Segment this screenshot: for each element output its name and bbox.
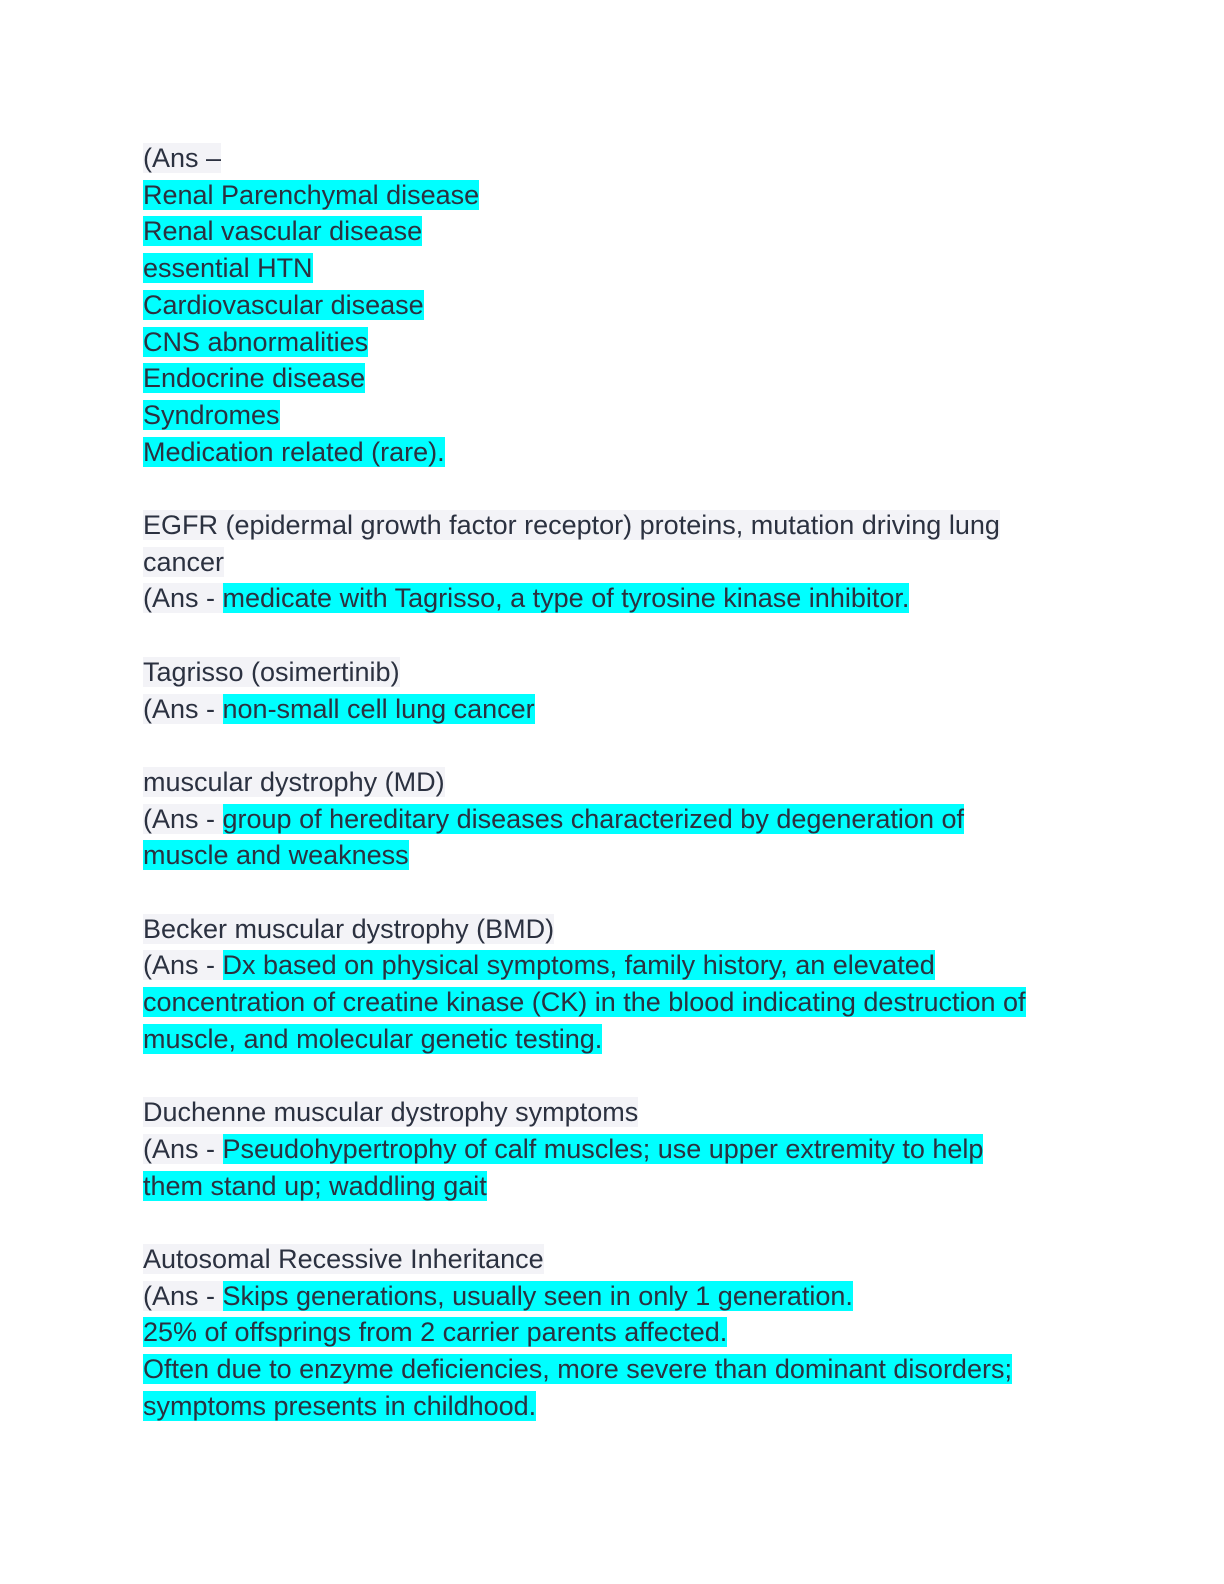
answer-line	[143, 837, 1083, 874]
answer-text: group of hereditary diseases characterized by degeneration of	[222, 803, 964, 834]
answer-line	[143, 947, 1083, 984]
question-text: EGFR (epidermal growth factor receptor) proteins, mutation driving lung	[143, 510, 1000, 541]
answer-text: Dx based on physical symptoms, family history, an elevated	[222, 950, 935, 981]
answer-prefix: (Ans -	[143, 1133, 223, 1164]
answer-line	[143, 250, 1083, 287]
question-line	[143, 654, 1083, 691]
qa-block	[143, 911, 1083, 1058]
answer-text: symptoms presents in childhood.	[143, 1390, 537, 1421]
answer-prefix: (Ans –	[143, 143, 222, 173]
answer-text: CNS abnormalities	[143, 326, 369, 357]
answer-prefix: (Ans -	[143, 693, 223, 724]
block-spacer	[143, 470, 1083, 507]
qa-block	[143, 1241, 1083, 1425]
answer-line	[143, 360, 1083, 397]
answer-line	[143, 984, 1083, 1021]
answer-line	[143, 1131, 1083, 1168]
question-text: Autosomal Recessive Inheritance	[143, 1244, 544, 1274]
answer-text: muscle and weakness	[143, 840, 409, 871]
answer-text: Pseudohypertrophy of calf muscles; use upper extremity to help	[222, 1133, 984, 1164]
question-line	[143, 507, 1083, 544]
question-line	[143, 911, 1083, 948]
question-line	[143, 1241, 1083, 1278]
answer-line	[143, 1388, 1083, 1425]
answer-prefix: (Ans -	[143, 950, 223, 981]
question-line	[143, 1094, 1083, 1131]
question-line	[143, 764, 1083, 801]
answer-text: medicate with Tagrisso, a type of tyrosine kinase inhibitor.	[222, 583, 910, 614]
answer-line	[143, 434, 1083, 471]
answer-line	[143, 580, 1083, 617]
answer-text: Endocrine disease	[143, 363, 366, 394]
answer-line	[143, 1314, 1083, 1351]
answer-text: them stand up; waddling gait	[143, 1170, 487, 1201]
answer-prefix: (Ans -	[143, 1280, 223, 1311]
answer-text: muscle, and molecular genetic testing.	[143, 1023, 603, 1054]
answer-text: concentration of creatine kinase (CK) in the blood indicating destruction of	[143, 987, 1026, 1018]
answer-line	[143, 324, 1083, 361]
answer-prefix-line	[143, 140, 1083, 177]
question-text: muscular dystrophy (MD)	[143, 766, 445, 797]
answer-line	[143, 213, 1083, 250]
answer-line	[143, 287, 1083, 324]
block-spacer	[143, 874, 1083, 911]
answer-line	[143, 1168, 1083, 1205]
question-text: Duchenne muscular dystrophy symptoms	[143, 1097, 639, 1128]
qa-block	[143, 507, 1083, 617]
answer-text: Syndromes	[143, 399, 280, 430]
answer-line	[143, 1278, 1083, 1315]
answer-text: 25% of offsprings from 2 carrier parents affected.	[143, 1317, 728, 1348]
answer-line	[143, 397, 1083, 434]
answer-line	[143, 691, 1083, 728]
answer-text: Medication related (rare).	[143, 436, 445, 467]
block-spacer	[143, 1058, 1083, 1095]
answer-line	[143, 1351, 1083, 1388]
block-spacer	[143, 617, 1083, 654]
answer-line	[143, 1021, 1083, 1058]
answer-prefix: (Ans -	[143, 803, 223, 834]
answer-line	[143, 177, 1083, 214]
answer-text: Renal Parenchymal disease	[143, 179, 480, 210]
question-text: Becker muscular dystrophy (BMD)	[143, 913, 555, 944]
answer-text: Often due to enzyme deficiencies, more severe than dominant disorders;	[143, 1354, 1012, 1385]
answer-text: Skips generations, usually seen in only 1 generation.	[222, 1280, 853, 1311]
block-spacer	[143, 1204, 1083, 1241]
qa-block	[143, 1094, 1083, 1204]
answer-text: Renal vascular disease	[143, 216, 423, 247]
question-text: Tagrisso (osimertinib)	[143, 656, 400, 687]
answer-prefix: (Ans -	[143, 583, 223, 614]
answer-text: non-small cell lung cancer	[222, 693, 535, 724]
question-line	[143, 544, 1083, 581]
answer-line	[143, 801, 1083, 838]
answer-text: Cardiovascular disease	[143, 289, 424, 320]
answer-text: essential HTN	[143, 253, 313, 284]
block-spacer	[143, 727, 1083, 764]
qa-block	[143, 764, 1083, 874]
qa-block	[143, 140, 1083, 470]
question-text: cancer	[143, 546, 225, 577]
document-page	[143, 140, 1083, 1425]
qa-block	[143, 654, 1083, 727]
